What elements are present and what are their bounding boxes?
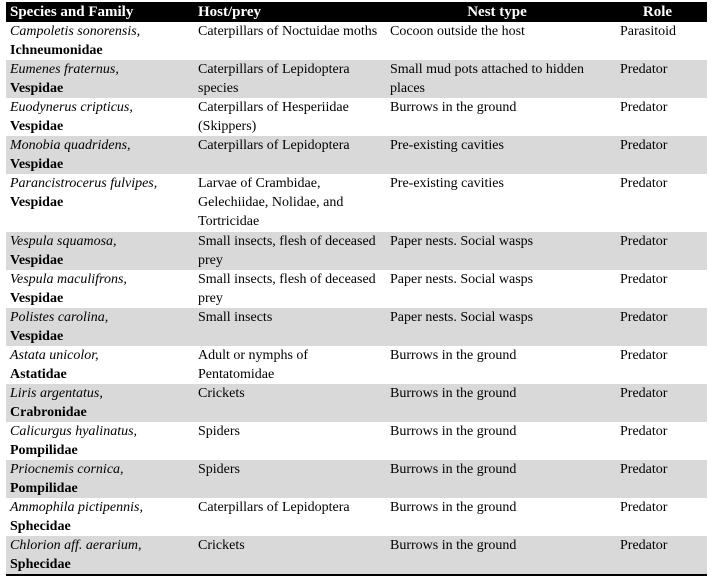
species-name: Ammophila pictipennis, — [10, 500, 143, 515]
family-name: Vespidae — [10, 291, 64, 306]
family-name: Pompilidae — [10, 481, 78, 496]
family-name: Vespidae — [10, 253, 64, 268]
species-name: Eumenes fraternus, — [10, 62, 119, 77]
cell-role: Predator — [620, 62, 668, 77]
cell-role: Predator — [620, 310, 668, 325]
cell-nest-type: Paper nests. Social wasps — [390, 272, 534, 287]
cell-host-prey: Adult or nymphs of Pentatomidae — [198, 348, 309, 382]
family-name: Astatidae — [10, 367, 67, 382]
cell-nest-type: Burrows in the ground — [390, 500, 517, 515]
cell-species-family — [6, 22, 194, 60]
table-row — [6, 422, 707, 460]
table-row — [6, 346, 707, 384]
cell-role: Predator — [620, 424, 668, 439]
species-name: Chlorion aff. aerarium, — [10, 538, 142, 553]
cell-species-family — [6, 422, 194, 460]
cell-nest-type: Paper nests. Social wasps — [390, 234, 534, 249]
cell-nest-type: Cocoon outside the host — [390, 24, 525, 39]
cell-role: Predator — [620, 138, 668, 153]
cell-host-prey: Small insects, flesh of deceased prey — [198, 234, 376, 268]
header-nest: Nest type — [467, 3, 527, 20]
cell-nest-type: Burrows in the ground — [390, 424, 517, 439]
table-header — [6, 2, 707, 22]
cell-host-prey: Crickets — [198, 386, 245, 401]
cell-role: Predator — [608, 536, 707, 575]
cell-species-family — [6, 270, 194, 308]
cell-host-prey: Caterpillars of Noctuidae moths — [198, 24, 378, 39]
cell-nest-type: Pre-existing cavities — [390, 176, 504, 191]
cell-role: Predator — [620, 176, 668, 191]
table-row — [6, 174, 707, 232]
cell-host-prey: Small insects, flesh of deceased prey — [198, 272, 376, 306]
cell-nest-type: Pre-existing cavities — [390, 138, 504, 153]
species-name: Calicurgus hyalinatus, — [10, 424, 138, 439]
family-name: Ichneumonidae — [10, 43, 103, 58]
species-name: Astata unicolor, — [10, 348, 99, 363]
table-row — [6, 384, 707, 422]
species-name: Campoletis sonorensis, — [10, 24, 141, 39]
table-row — [6, 136, 707, 174]
cell-host-prey: Crickets — [194, 536, 386, 575]
header-row — [6, 2, 707, 22]
cell-nest-type: Paper nests. Social wasps — [390, 310, 534, 325]
cell-role: Parasitoid — [620, 24, 676, 39]
cell-nest-type: Burrows in the ground — [386, 536, 608, 575]
family-name: Vespidae — [10, 157, 64, 172]
cell-species-family — [6, 308, 194, 346]
family-name: Pompilidae — [10, 443, 78, 458]
cell-host-prey: Spiders — [198, 462, 240, 477]
cell-nest-type: Burrows in the ground — [390, 386, 517, 401]
species-name: Monobia quadridens, — [10, 138, 131, 153]
family-name: Vespidae — [10, 119, 64, 134]
cell-host-prey: Caterpillars of Lepidoptera — [198, 500, 350, 515]
cell-host-prey: Caterpillars of Lepidoptera — [198, 138, 350, 153]
cell-nest-type: Burrows in the ground — [390, 462, 517, 477]
cell-role: Predator — [620, 462, 668, 477]
table-row — [6, 60, 707, 98]
cell-role: Predator — [620, 100, 668, 115]
cell-role: Predator — [620, 234, 668, 249]
family-name: Vespidae — [10, 81, 64, 96]
cell-species-family — [6, 460, 194, 498]
header-species: Species and Family — [10, 3, 134, 20]
table-row — [6, 536, 707, 575]
cell-species-family — [6, 98, 194, 136]
family-name: Sphecidae — [10, 557, 71, 572]
header-role: Role — [642, 3, 673, 20]
cell-nest-type: Burrows in the ground — [390, 348, 517, 363]
cell-role: Predator — [620, 500, 668, 515]
species-name: Liris argentatus, — [10, 386, 103, 401]
family-name: Sphecidae — [10, 519, 71, 534]
family-name: Crabronidae — [10, 405, 87, 420]
header-host: Host/prey — [198, 3, 262, 20]
cell-species-family — [6, 174, 194, 232]
cell-host-prey: Caterpillars of Lepidoptera species — [198, 62, 350, 96]
table-row — [6, 498, 707, 536]
table-row — [6, 270, 707, 308]
cell-host-prey: Small insects — [198, 310, 273, 325]
cell-species-family — [6, 136, 194, 174]
cell-host-prey: Caterpillars of Hesperiidae (Skippers) — [198, 100, 349, 134]
species-name: Vespula squamosa, — [10, 234, 117, 249]
cell-nest-type: Small mud pots attached to hidden places — [390, 62, 585, 96]
cell-role: Predator — [620, 348, 668, 363]
species-name: Parancistrocerus fulvipes, — [10, 176, 158, 191]
cell-host-prey: Spiders — [198, 424, 240, 439]
table-row — [6, 98, 707, 136]
species-name: Vespula maculifrons, — [10, 272, 127, 287]
cell-species-family — [6, 346, 194, 384]
cell-role: Predator — [620, 272, 668, 287]
table-body — [6, 22, 707, 575]
family-name: Vespidae — [10, 195, 64, 210]
cell-species-family — [6, 498, 194, 536]
cell-nest-type: Burrows in the ground — [390, 100, 517, 115]
species-table — [6, 2, 707, 576]
species-name: Priocnemis cornica, — [10, 462, 124, 477]
cell-host-prey: Larvae of Crambidae, Gelechiidae, Nolidae, and Tortricidae — [198, 176, 344, 229]
cell-species-family — [6, 536, 194, 575]
table-row — [6, 232, 707, 270]
cell-species-family — [6, 60, 194, 98]
family-name: Vespidae — [10, 329, 64, 344]
table-row — [6, 460, 707, 498]
species-name: Euodynerus cripticus, — [10, 100, 133, 115]
cell-species-family — [6, 384, 194, 422]
table-row — [6, 308, 707, 346]
cell-species-family — [6, 232, 194, 270]
table-row — [6, 22, 707, 60]
cell-role: Predator — [620, 386, 668, 401]
species-name: Polistes carolina, — [10, 310, 109, 325]
